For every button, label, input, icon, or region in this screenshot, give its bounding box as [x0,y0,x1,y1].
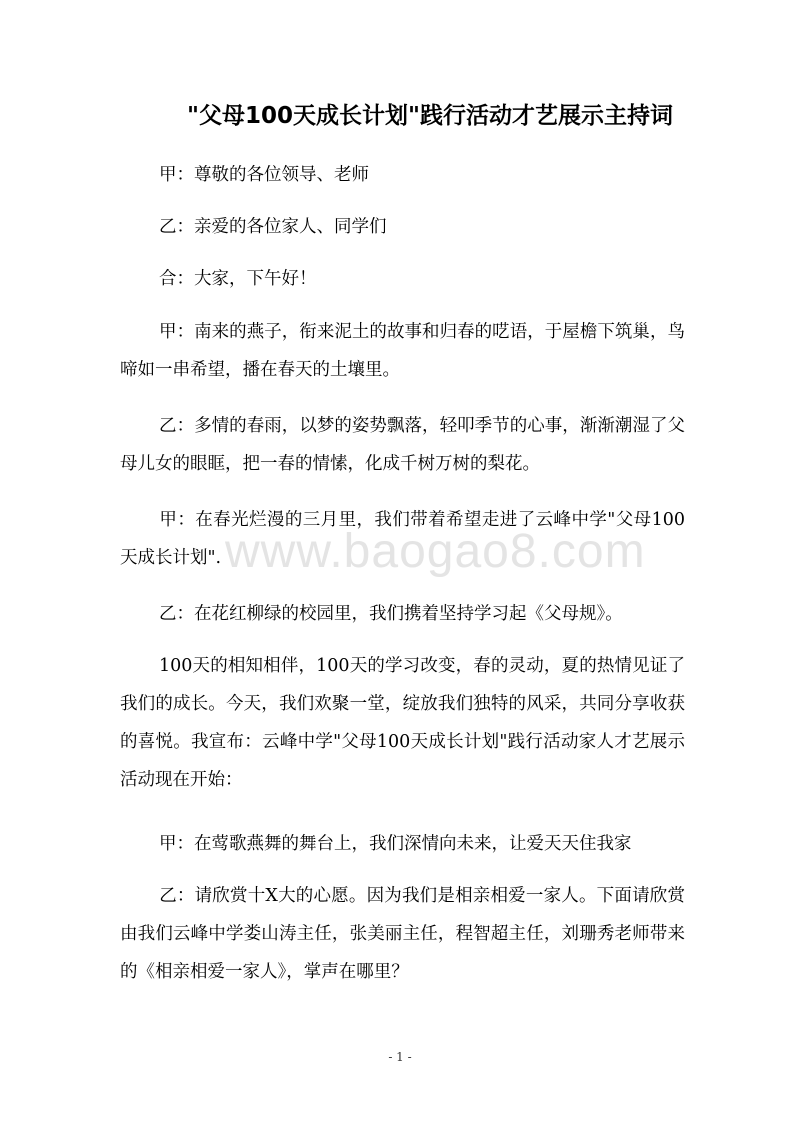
document-title: "父母100天成长计划"践行活动才艺展示主持词 [187,103,673,129]
paragraph-text: 甲：在莺歌燕舞的舞台上，我们深情向未来，让爱天天住我家 [159,834,632,854]
paragraph [120,501,685,577]
page-number: - 1 - [388,1050,412,1064]
paragraph-text: 甲：尊敬的各位领导、老师 [159,165,369,185]
paragraph [120,595,685,633]
paragraph-text: 合：大家，下午好！ [159,269,317,289]
paragraph [120,208,685,246]
paragraph [120,825,685,863]
paragraph [120,407,685,483]
paragraph-text: 甲：在春光烂漫的三月里，我们带着希望走进了云峰中学"父母100天成长计划". [120,510,685,568]
paragraph [120,260,685,298]
paragraph-text: 乙：多情的春雨，以梦的姿势飘落，轻叩季节的心事，渐渐潮湿了父母儿女的眼眶，把一春的情愫，化成千树万树的梨花。 [120,416,685,474]
paragraph-text: 乙：请欣赏十X大的心愿。因为我们是相亲相爱一家人。下面请欣赏由我们云峰中学娄山涛主任，张美丽主任，程智超主任，刘珊秀老师带来的《相亲相爱一家人》，掌声在哪里？ [120,886,685,982]
paragraph-text: 100天的相知相伴，100天的学习改变，春的灵动，夏的热情见证了我们的成长。今天，我们欢聚一堂，绽放我们独特的风采，共同分享收获的喜悦。我宣布：云峰中学"父母100天成长计划"践行活动家人才艺展示活动现在开始： [120,656,685,790]
paragraph [120,156,685,194]
paragraph [120,877,685,991]
paragraph-text: 乙：亲爱的各位家人、同学们 [159,217,387,237]
paragraph [120,647,685,799]
paragraph-text: 甲：南来的燕子，衔来泥土的故事和归春的呓语，于屋檐下筑巢，鸟啼如一串希望，播在春天的土壤里。 [120,322,685,380]
watermark: www.baogao8.com [225,525,646,578]
paragraph-text: 乙：在花红柳绿的校园里，我们携着坚持学习起《父母规》。 [159,604,623,624]
paragraph [120,313,685,389]
